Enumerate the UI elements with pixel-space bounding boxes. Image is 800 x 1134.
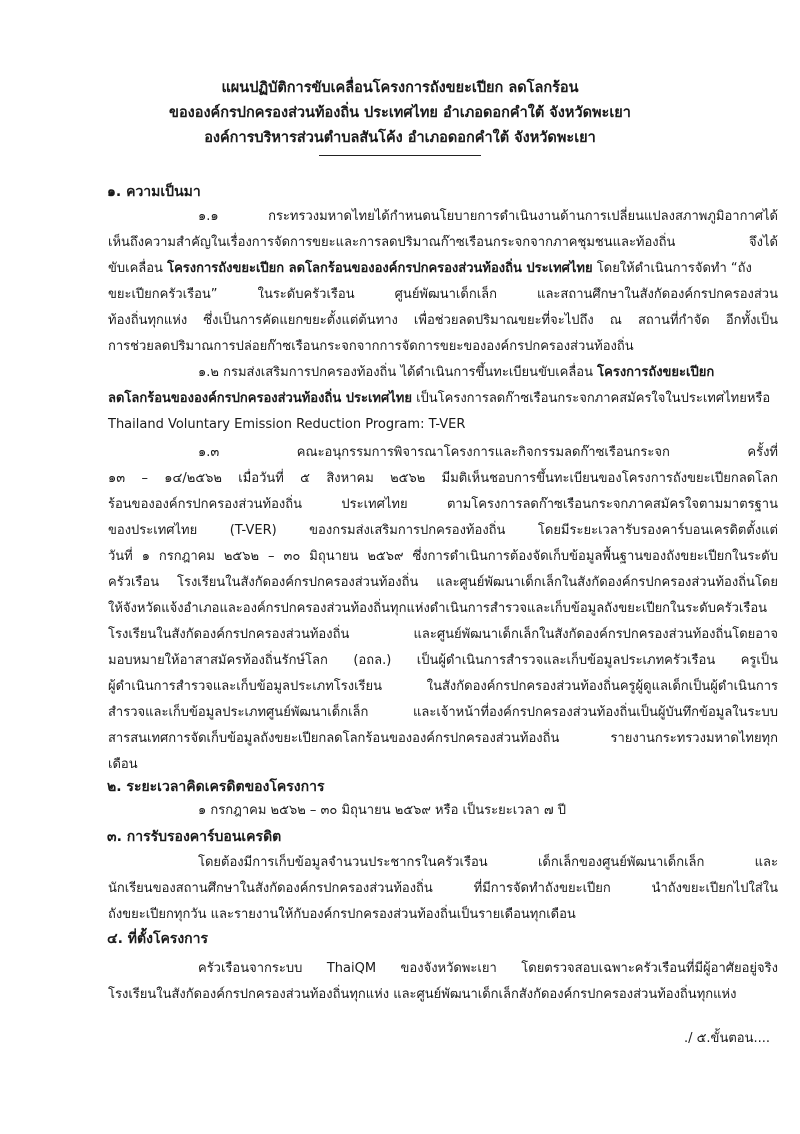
p2-line-3: Thailand Voluntary Emission Reduction Program: T-VER	[108, 417, 466, 432]
p3-line-11: สำรวจและเก็บข้อมูลประเภทศูนย์พัฒนาเด็กเล็ก และเจ้าหน้าที่องค์กรปกครองส่วนท้องถิ่นเป็นผู้บันทึกข้อมูลในระบบ	[108, 705, 778, 720]
section-2-text: ๑ กรกฎาคม ๒๕๖๒ – ๓๐ มิถุนายน ๒๕๖๙ หรือ เป็นระยะเวลา ๗ ปี	[198, 803, 566, 818]
p2-line-1	[198, 363, 778, 383]
title-line-2: ขององค์กรปกครองส่วนท้องถิ่น ประเทศไทย อำเภอดอกคำใต้ จังหวัดพะเยา	[169, 105, 631, 121]
p3-line-6: ครัวเรือน โรงเรียนในสังกัดองค์กรปกครองส่วนท้องถิ่น และศูนย์พัฒนาเด็กเล็กในสังกัดองค์กรปกครองส่วนท้องถิ่นโดย	[108, 575, 778, 590]
continuation-note: ./ ๕.ขั้นตอน....	[683, 1031, 770, 1046]
p2-line-1-prefix: ๑.๒ กรมส่งเสริมการปกครองท้องถิ่น ได้ดำเนินการขึ้นทะเบียนขับเคลื่อน	[198, 365, 594, 380]
p3-line-4: ของประเทศไทย (T-VER) ของกรมส่งเสริมการปกครองท้องถิ่น โดยมีระยะเวลารับรองคาร์บอนเครดิตตั้งแต่	[108, 523, 778, 538]
section-3-line-2: นักเรียนของสถานศึกษาในสังกัดองค์กรปกครองส่วนท้องถิ่น ที่มีการจัดทำถังขยะเปียก นำถังขยะเปียกไปใส่ใน	[108, 881, 778, 896]
section-2-heading: ๒. ระยะเวลาคิดเครดิตของโครงการ	[107, 779, 325, 795]
title-underline	[319, 155, 481, 156]
project-name-bold-2b: ลดโลกร้อนขององค์กรปกครองส่วนท้องถิ่น ประเทศไทย	[108, 391, 412, 406]
p3-line-9: มอบหมายให้อาสาสมัครท้องถิ่นรักษ์โลก (อถล.) เป็นผู้ดำเนินการสำรวจและเก็บข้อมูลประเภทครัวเรือน ครูเป็น	[108, 653, 778, 668]
p3-line-5: วันที่ ๑ กรกฎาคม ๒๕๖๒ – ๓๐ มิถุนายน ๒๕๖๙ ซึ่งการดำเนินการต้องจัดเก็บข้อมูลพื้นฐานของถังขยะเปียกในระดับ	[108, 549, 778, 564]
p3-line-10: ผู้ดำเนินการสำรวจและเก็บข้อมูลประเภทโรงเรียน ในสังกัดองค์กรปกครองส่วนท้องถิ่นครูผู้ดูแลเด็กเป็นผู้ดำเนินการ	[108, 679, 778, 694]
p1-line-5: ท้องถิ่นทุกแห่ง ซึ่งเป็นการคัดแยกขยะตั้งแต่ต้นทาง เพื่อช่วยลดปริมาณขยะที่จะไปถึง ณ สถานที่กำจัด อีกทั้งเป็น	[108, 313, 778, 328]
section-3-line-3: ถังขยะเปียกทุกวัน และรายงานให้กับองค์กรปกครองส่วนท้องถิ่นเป็นรายเดือนทุกเดือน	[108, 907, 576, 922]
section-4-heading: ๔. ที่ตั้งโครงการ	[107, 931, 209, 947]
section-4-line-2: โรงเรียนในสังกัดองค์กรปกครองส่วนท้องถิ่นทุกแห่ง และศูนย์พัฒนาเด็กเล็กสังกัดองค์กรปกครองส่วนท้องถิ่นทุกแห่ง	[108, 987, 737, 1002]
project-name-bold-1: โครงการถังขยะเปียก ลดโลกร้อนขององค์กรปกครองส่วนท้องถิ่น ประเทศไทย	[167, 261, 593, 276]
p3-line-2: ๑๓ – ๑๔/๒๕๖๒ เมื่อวันที่ ๕ สิงหาคม ๒๕๖๒ มีมติเห็นชอบการขึ้นทะเบียนของโครงการถังขยะเปียกลดโลก	[108, 471, 778, 486]
p1-line-4: ขยะเปียกครัวเรือน” ในระดับครัวเรือน ศูนย์พัฒนาเด็กเล็ก และสถานศึกษาในสังกัดองค์กรปกครองส่วน	[108, 287, 778, 302]
p1-line-3-prefix: ขับเคลื่อน	[108, 261, 163, 276]
section-4-line-1: ครัวเรือนจากระบบ ThaiQM ของจังหวัดพะเยา โดยตรวจสอบเฉพาะครัวเรือนที่มีผู้อาศัยอยู่จริง	[198, 961, 778, 976]
p3-line-8: โรงเรียนในสังกัดองค์กรปกครองส่วนท้องถิ่น และศูนย์พัฒนาเด็กเล็กในสังกัดองค์กรปกครองส่วนท้องถิ่นโดยอาจ	[108, 627, 778, 642]
p1-line-3-suffix: โดยให้ดำเนินการจัดทำ “ถัง	[596, 261, 752, 276]
p3-line-13: เดือน	[108, 757, 138, 772]
title-line-1: แผนปฏิบัติการขับเคลื่อนโครงการถังขยะเปียก ลดโลกร้อน	[221, 80, 579, 96]
p1-line-2: เห็นถึงความสำคัญในเรื่องการจัดการขยะและการลดปริมาณก๊าซเรือนกระจกจากภาคชุมชนและท้องถิ่น จึงได้	[108, 235, 778, 250]
p2-line-2	[108, 389, 778, 409]
section-3-heading: ๓. การรับรองคาร์บอนเครดิต	[107, 829, 282, 845]
p3-line-1: ๑.๓ คณะอนุกรรมการพิจารณาโครงการและกิจกรรมลดก๊าซเรือนกระจก ครั้งที่	[198, 445, 778, 460]
p2-line-2-suffix: เป็นโครงการลดก๊าซเรือนกระจกภาคสมัครใจในประเทศไทยหรือ	[416, 391, 771, 406]
p3-line-12: สารสนเทศการจัดเก็บข้อมูลถังขยะเปียกลดโลกร้อนขององค์กรปกครองส่วนท้องถิ่น รายงานกระทรวงมหาดไทยทุก	[108, 731, 778, 746]
p1-line-3	[108, 259, 778, 279]
project-name-bold-2a: โครงการถังขยะเปียก	[597, 365, 715, 380]
p3-line-7: ให้จังหวัดแจ้งอำเภอและองค์กรปกครองส่วนท้องถิ่นทุกแห่งดำเนินการสำรวจและเก็บข้อมูลถังขยะเปียกในระดับครัวเรือน	[108, 601, 768, 616]
p3-line-3: ร้อนขององค์กรปกครองส่วนท้องถิ่น ประเทศไทย ตามโครงการลดก๊าซเรือนกระจกภาคสมัครใจตามมาตรฐาน	[108, 497, 778, 512]
document-title	[0, 76, 800, 156]
p1-line-6: การช่วยลดปริมาณการปล่อยก๊าซเรือนกระจกจากการจัดการขยะขององค์กรปกครองส่วนท้องถิ่น	[108, 339, 634, 354]
section-1-heading: ๑. ความเป็นมา	[107, 184, 201, 200]
section-3-line-1: โดยต้องมีการเก็บข้อมูลจำนวนประชากรในครัวเรือน เด็กเล็กของศูนย์พัฒนาเด็กเล็ก และ	[198, 855, 778, 870]
title-line-3: องค์การบริหารส่วนตำบลสันโค้ง อำเภอดอกคำใต้ จังหวัดพะเยา	[204, 130, 596, 146]
p1-line-1: ๑.๑ กระทรวงมหาดไทยได้กำหนดนโยบายการดำเนินงานด้านการเปลี่ยนแปลงสภาพภูมิอากาศได้	[198, 209, 778, 224]
